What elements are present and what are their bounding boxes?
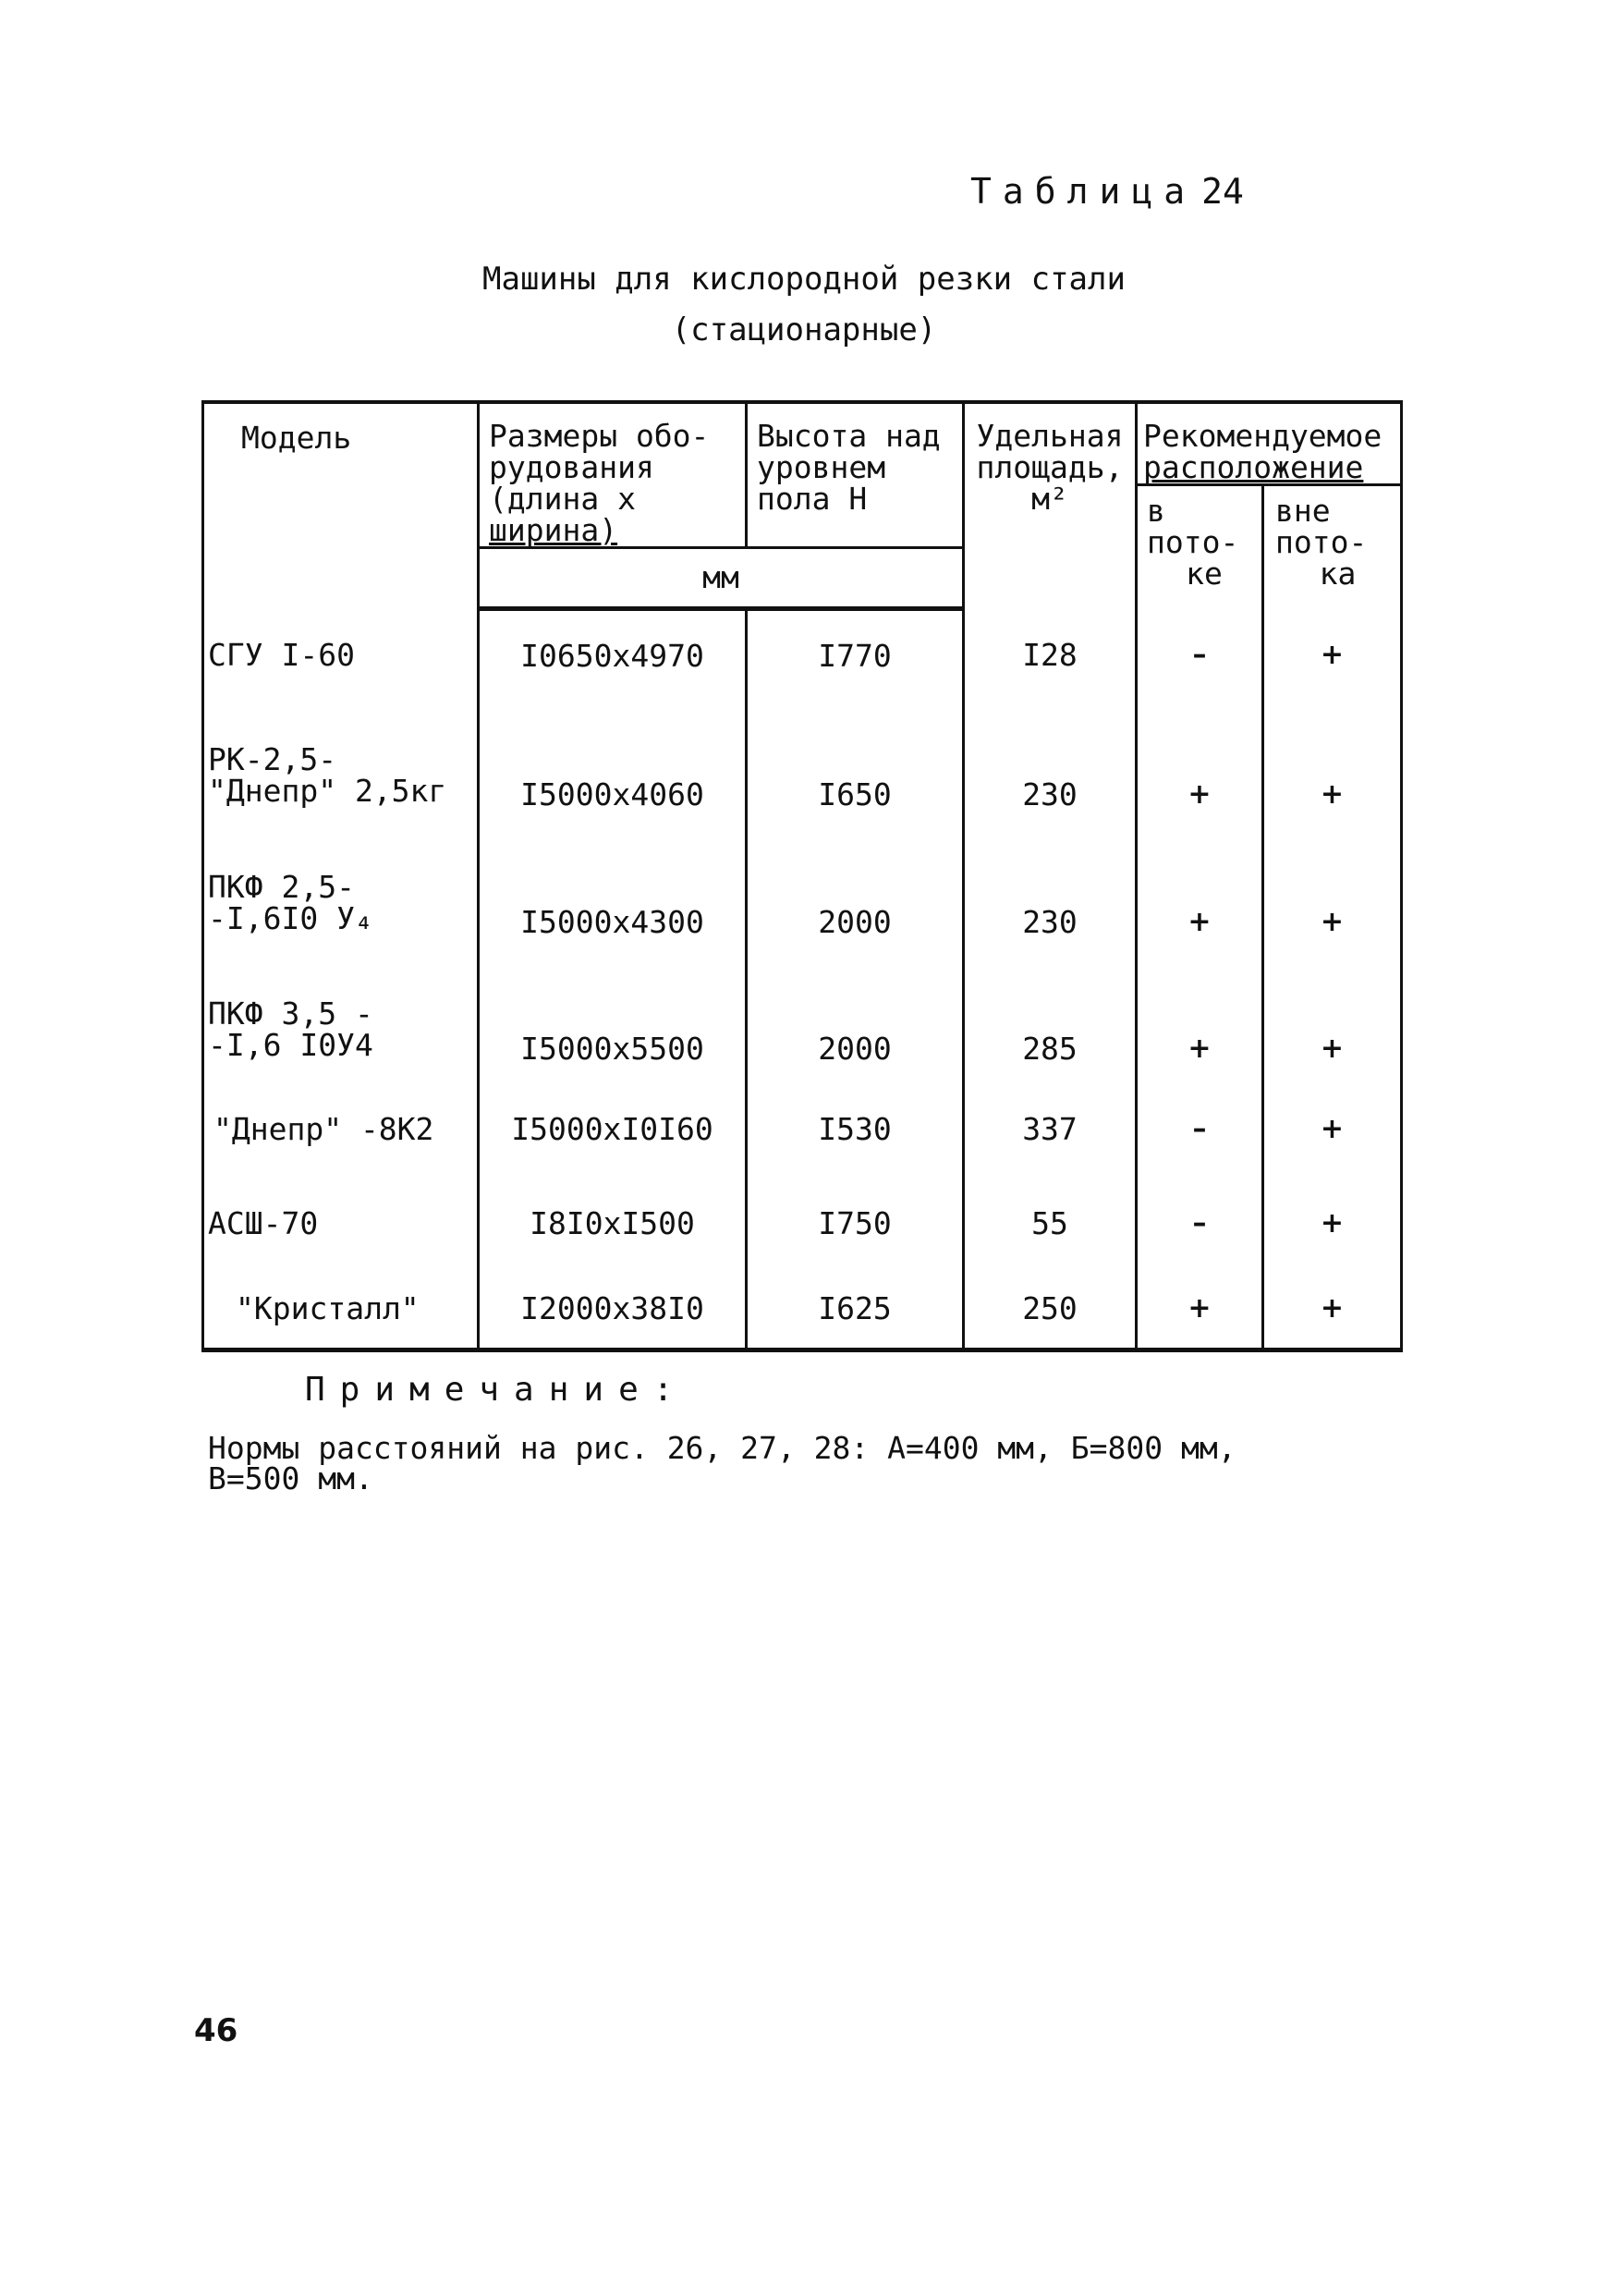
header-height-line-3: пола Н [757, 481, 868, 517]
title-line-2: (стационарные) [671, 311, 937, 348]
row-height: I750 [747, 1177, 964, 1271]
row-size: I5000хI0I60 [479, 1082, 747, 1177]
row-size: I5000х5500 [479, 957, 747, 1082]
row-height: I650 [747, 702, 964, 829]
table-row [203, 1177, 1402, 1271]
row-height: I770 [747, 609, 964, 702]
row-out-flow: + [1263, 829, 1402, 957]
row-model-line: "Кристалл" [236, 1290, 420, 1327]
header-in-flow-line-1: в [1147, 493, 1165, 529]
row-model [203, 1177, 479, 1271]
table-row [203, 1082, 1402, 1177]
table-row [203, 609, 1402, 702]
header-area-line-1: Удельная [976, 418, 1124, 454]
note-text [208, 1430, 1409, 1496]
row-out-flow: + [1263, 1082, 1402, 1177]
header-location [1137, 402, 1402, 485]
table-row [203, 957, 1402, 1082]
row-out-flow: + [1263, 1271, 1402, 1350]
header-out-flow-line-2: пото- [1275, 524, 1368, 560]
row-in-flow: + [1137, 1271, 1263, 1350]
row-model-line: РК-2,5- [208, 740, 337, 777]
header-location-line-1: Рекомендуемое [1143, 418, 1382, 454]
header-height-line-2: уровнем [757, 449, 886, 485]
row-height: I625 [747, 1271, 964, 1350]
table-row [203, 1271, 1402, 1350]
note-line-1: Нормы расстояний на рис. 26, 27, 28: А=400 мм, Б=800 мм, [208, 1430, 1236, 1466]
table-label [970, 171, 1244, 212]
row-size: I8I0хI500 [479, 1177, 747, 1271]
header-area-line-2: площадь, [976, 449, 1124, 485]
header-model [203, 402, 479, 609]
row-out-flow: + [1263, 1177, 1402, 1271]
header-in-flow [1137, 485, 1263, 609]
table-row [203, 829, 1402, 957]
header-model-text: Модель [241, 420, 352, 456]
row-area: I28 [964, 609, 1137, 702]
header-units [479, 548, 964, 609]
header-area-line-3: м² [1031, 481, 1068, 517]
header-height [747, 402, 964, 548]
row-area: 337 [964, 1082, 1137, 1177]
row-out-flow: + [1263, 957, 1402, 1082]
header-dimensions-line-4: ширина) [489, 512, 618, 548]
header-in-flow-line-2: пото- [1147, 524, 1239, 560]
row-out-flow: + [1263, 702, 1402, 829]
row-size: I5000х4300 [479, 829, 747, 957]
row-model [203, 1082, 479, 1177]
header-out-flow [1263, 485, 1402, 609]
row-in-flow: – [1137, 609, 1263, 702]
row-model-line: "Днепр" -8К2 [213, 1110, 434, 1147]
row-size: I2000х38I0 [479, 1271, 747, 1350]
row-in-flow: – [1137, 1177, 1263, 1271]
title-line-1: Машины для кислородной резки стали [482, 261, 1126, 298]
header-area [964, 402, 1137, 609]
row-model [203, 702, 479, 829]
note-line-2: В=500 мм. [208, 1460, 373, 1496]
row-model-line: -I,6I0 У₄ [208, 899, 373, 936]
row-model [203, 957, 479, 1082]
header-dimensions-line-3: (длина х [489, 481, 636, 517]
note-title: Примечание: [305, 1371, 688, 1409]
row-height: 2000 [747, 829, 964, 957]
header-dimensions-line-1: Размеры обо- [489, 418, 710, 454]
header-in-flow-line-3: ке [1186, 556, 1223, 592]
row-area: 250 [964, 1271, 1137, 1350]
row-in-flow: + [1137, 702, 1263, 829]
row-area: 230 [964, 829, 1137, 957]
row-model [203, 1271, 479, 1350]
table-number: 24 [1201, 171, 1244, 212]
machines-table [201, 400, 1403, 1352]
row-out-flow: + [1263, 609, 1402, 702]
page-number: 46 [194, 2012, 238, 2049]
header-out-flow-line-3: ка [1319, 556, 1357, 592]
row-area: 285 [964, 957, 1137, 1082]
row-model-line: АСШ-70 [208, 1204, 319, 1241]
header-units-text: мм [702, 559, 739, 595]
row-area: 55 [964, 1177, 1137, 1271]
row-size: I0650х4970 [479, 609, 747, 702]
row-model-line: ПКФ 2,5- [208, 868, 355, 905]
table-label-word: Таблица [970, 171, 1197, 212]
row-area: 230 [964, 702, 1137, 829]
row-in-flow: + [1137, 957, 1263, 1082]
header-dimensions [479, 402, 747, 548]
row-model-line: ПКФ 3,5 - [208, 995, 373, 1032]
row-in-flow: – [1137, 1082, 1263, 1177]
row-in-flow: + [1137, 829, 1263, 957]
row-model [203, 829, 479, 957]
row-model-line: "Днепр" 2,5кг [208, 772, 447, 809]
table-title [388, 254, 1220, 356]
row-model-line: -I,6 I0У4 [208, 1026, 373, 1063]
header-dimensions-line-2: рудования [489, 449, 654, 485]
header-location-line-2: расположение [1143, 449, 1364, 485]
row-model-line: СГУ I-60 [208, 636, 355, 673]
row-size: I5000х4060 [479, 702, 747, 829]
row-model [203, 609, 479, 702]
row-height: I530 [747, 1082, 964, 1177]
header-height-line-1: Высота над [757, 418, 941, 454]
table-row [203, 702, 1402, 829]
header-out-flow-line-1: вне [1275, 493, 1331, 529]
row-height: 2000 [747, 957, 964, 1082]
